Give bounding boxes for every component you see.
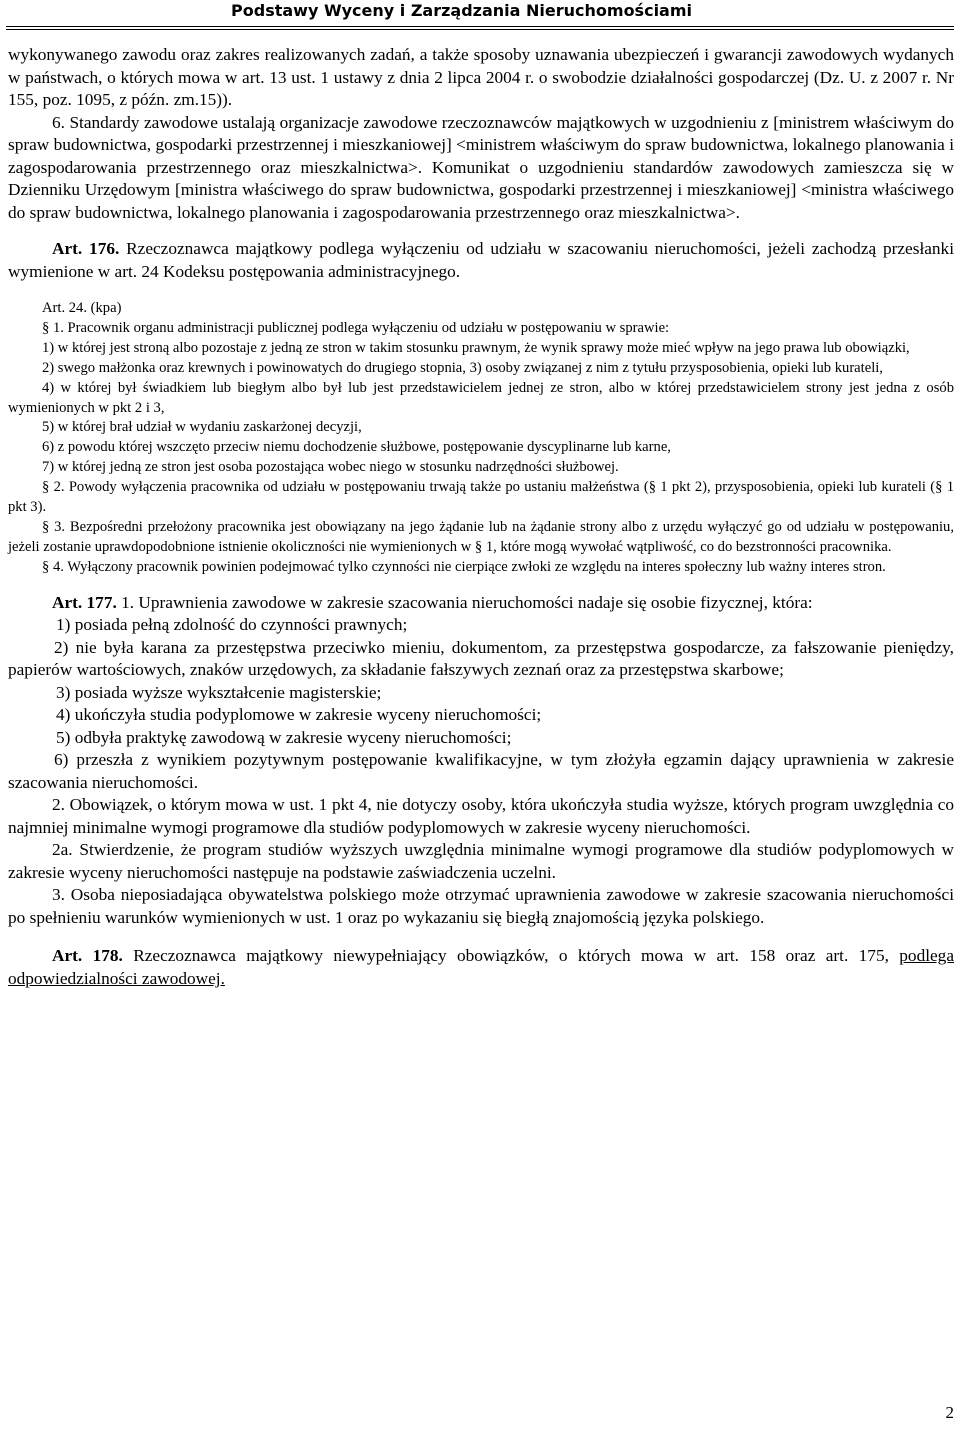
kpa-heading: Art. 24. (kpa) bbox=[42, 300, 122, 316]
article-177-paragraph-3: 3. Osoba nieposiadająca obywatelstwa polskiego może otrzymać uprawnienia zawodowe w zakresie szacowania nieruchomości po spełnieniu warunków wymienionych w ust. 1 oraz po wykazaniu się biegłą znajomością języka polskiego. bbox=[8, 885, 954, 927]
kpa-paragraph: 5) w której brał udział w wydaniu zaskarżonej decyzji, bbox=[42, 419, 362, 436]
header-rule-bottom bbox=[6, 29, 954, 30]
article-177-item: 6) przeszła z wynikiem pozytywnym postępowanie kwalifikacyjne, w tym złożyła egzamin dający uprawnienia w zakresie szacowania nieruchomości. bbox=[8, 750, 954, 792]
kpa-paragraph: 4) w której był świadkiem lub biegłym albo był lub jest przedstawicielem jednej ze stron, albo w której przedstawicielem strony jest jedna z osób wymienionych w pkt 2 i 3, bbox=[8, 379, 954, 416]
article-177-item: 1) posiada pełną zdolność do czynności prawnych; bbox=[56, 615, 408, 635]
document-body bbox=[8, 44, 954, 990]
article-176-text: Rzeczoznawca majątkowy podlega wyłączeniu od udziału w szacowaniu nieruchomości, jeżeli zachodzą przesłanki wymienione w art. 24 Kodeksu postępowania administracyjnego. bbox=[8, 239, 954, 281]
intro-continued-paragraph: wykonywanego zawodu oraz zakres realizowanych zadań, a także sposoby uznawania ubezpieczeń i gwarancji zawodowych wydanych w państwach, o których mowa w art. 13 ust. 1 ustawy z dnia 2 lipca 2004 r. o swobodzie działalności gospodarczej (Dz. U. z 2007 r. Nr 155, poz. 1095, z późn. zm.15)). bbox=[8, 45, 954, 109]
kpa-paragraph: 1) w której jest stroną albo pozostaje z jedną ze stron w takim stosunku prawnym, że wynik sprawy może mieć wpływ na jego prawa lub obowiązki, bbox=[42, 339, 910, 356]
article-177-item: 5) odbyła praktykę zawodową w zakresie wyceny nieruchomości; bbox=[56, 727, 512, 747]
kpa-paragraph: 6) z powodu której wszczęto przeciw niemu dochodzenie służbowe, postępowanie dyscyplinarne lub karne, bbox=[42, 439, 671, 456]
kpa-paragraph: § 1. Pracownik organu administracji publicznej podlega wyłączeniu od udziału w postępowaniu w sprawie: bbox=[42, 319, 670, 336]
article-178 bbox=[8, 945, 954, 990]
article-177-lead-text: 1. Uprawnienia zawodowe w zakresie szacowania nieruchomości nadaje się osobie fizycznej, która: bbox=[116, 592, 813, 612]
article-177-lead bbox=[8, 592, 954, 615]
article-178-label: Art. 178. bbox=[52, 946, 123, 966]
kpa-paragraph: 2) swego małżonka oraz krewnych i powinowatych do drugiego stopnia, 3) osoby związanej z nim z tytułu przysposobienia, opieki lub kurateli, bbox=[42, 359, 883, 376]
header-rule-top bbox=[6, 26, 954, 27]
article-177-paragraph-2a: 2a. Stwierdzenie, że program studiów wyższych uwzględnia minimalne wymogi programowe dla studiów podyplomowych w zakresie wyceny nieruchomości następuje na podstawie zaświadczenia uczelni. bbox=[8, 840, 954, 882]
kpa-article-24 bbox=[8, 299, 954, 578]
article-178-underlined-text: podlega odpowiedzialności zawodowej. bbox=[8, 946, 954, 988]
running-header bbox=[0, 0, 960, 26]
article-177-item: 3) posiada wyższe wykształcenie magisterskie; bbox=[56, 682, 382, 702]
article-176-label: Art. 176. bbox=[52, 239, 120, 258]
article-178-text: Rzeczoznawca majątkowy niewypełniający obowiązków, o których mowa w art. 158 oraz art. 175, bbox=[122, 946, 900, 966]
kpa-paragraph: 7) w której jedną ze stron jest osoba pozostająca wobec niego w stosunku nadrzędności służbowej. bbox=[42, 459, 619, 476]
article-177-item: 4) ukończyła studia podyplomowe w zakresie wyceny nieruchomości; bbox=[56, 705, 542, 725]
page-number: 2 bbox=[945, 1403, 954, 1422]
article-177-label: Art. 177. bbox=[52, 592, 117, 612]
intro-paragraph-6: 6. Standardy zawodowe ustalają organizacje zawodowe rzeczoznawców majątkowych w uzgodnieniu z [ministrem właściwym do spraw budownictwa, gospodarki przestrzennej i mieszkaniowej] <ministrem właściwym do spraw budownictwa, lokalnego planowania i zagospodarowania przestrzennego oraz mieszkalnictwa>. Komunikat o uzgodnieniu standardów zawodowych zamieszcza się w Dzienniku Urzędowym [ministra właściwego do spraw budownictwa, gospodarki przestrzennej i mieszkaniowej] <ministra właściwego do spraw budownictwa, lokalnego planowania i zagospodarowania przestrzennego oraz mieszkalnictwa>. bbox=[8, 112, 954, 222]
header-title: Podstawy Wyceny i Zarządzania Nieruchomościami bbox=[231, 1, 692, 20]
kpa-paragraph: § 2. Powody wyłączenia pracownika od udziału w postępowaniu trwają także po ustaniu małżeństwa (§ 1 pkt 2), przysposobienia, opieki lub kurateli (§ 1 pkt 3). bbox=[8, 479, 954, 516]
kpa-paragraph: § 4. Wyłączony pracownik powinien podejmować tylko czynności nie cierpiące zwłoki ze względu na interes społeczny lub ważny interes stron. bbox=[42, 558, 886, 575]
article-177-paragraph-2: 2. Obowiązek, o którym mowa w ust. 1 pkt 4, nie dotyczy osoby, która ukończyła studia wyższe, których program uwzględnia co najmniej minimalne wymogi programowe dla studiów podyplomowych w zakresie wyceny nieruchomości. bbox=[8, 795, 954, 837]
article-177-item: 2) nie była karana za przestępstwa przeciwko mieniu, dokumentom, za przestępstwa gospodarcze, za fałszowanie pieniędzy, papierów wartościowych, znaków urzędowych, za składanie fałszywych zeznań oraz za przestępstwa skarbowe; bbox=[8, 637, 954, 680]
article-176 bbox=[8, 238, 954, 283]
kpa-paragraph: § 3. Bezpośredni przełożony pracownika jest obowiązany na jego żądanie lub na żądanie strony albo z urzędu wyłączyć go od udziału w postępowaniu, jeżeli zostanie uprawdopodobnione istnienie okoliczności nie wymienionych w § 1, które mogą wywołać wątpliwość, co do bezstronności pracownika. bbox=[8, 518, 954, 555]
